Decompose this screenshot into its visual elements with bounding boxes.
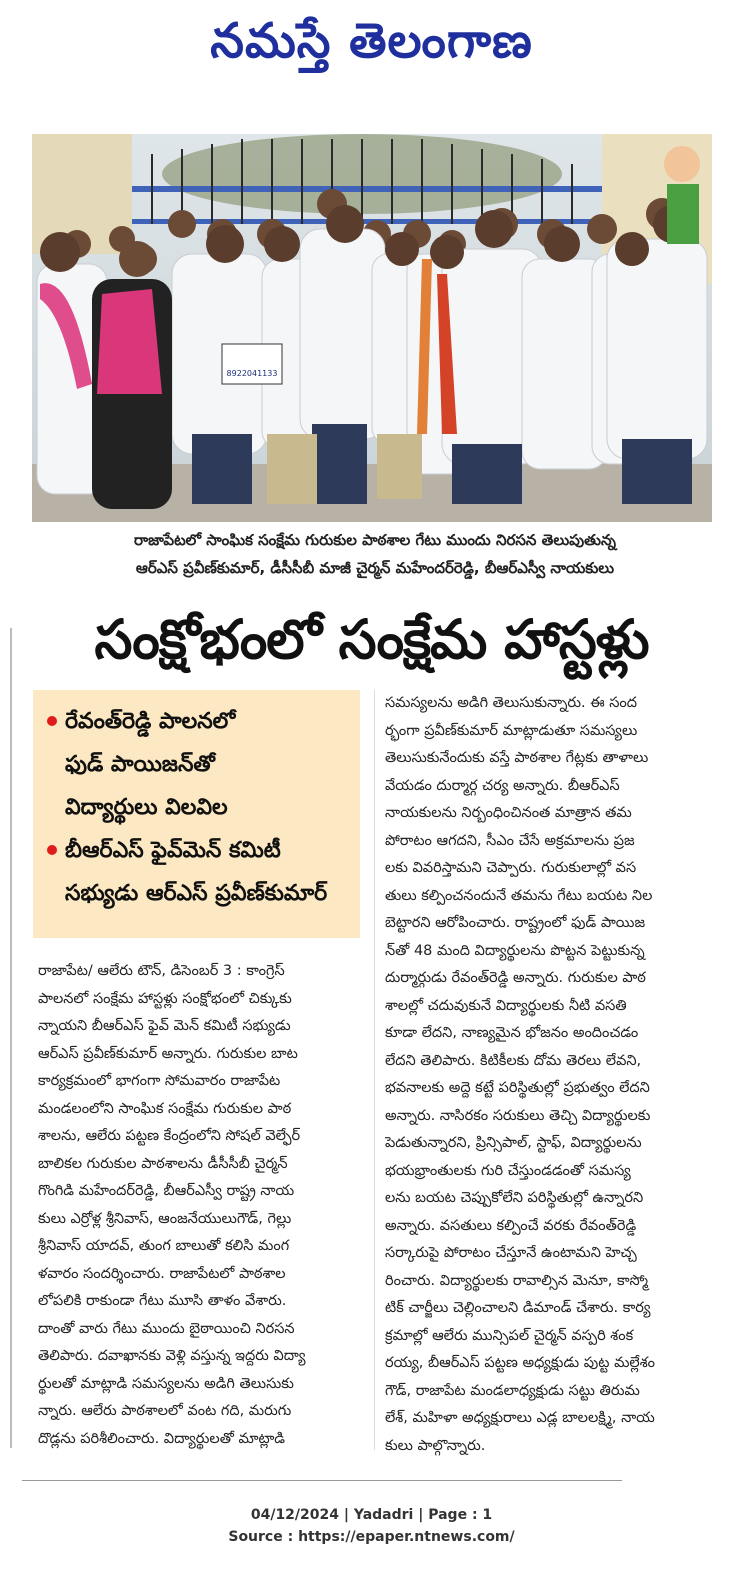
body-line: అన్నారు. వసతులు కల్పించే వరకు రేవంత్‌రెడ్డి [385, 1217, 637, 1234]
body-line: కులు ఎర్రోళ్ల శ్రీనివాస్, ఆంజనేయులుగౌడ్, గెల్లు [38, 1210, 292, 1227]
highlight-item [47, 829, 352, 915]
highlight-line: రేవంత్‌రెడ్డి పాలనలో [65, 709, 236, 734]
footer-rule [22, 1480, 622, 1481]
body-line: లేదని తెలిపారు. కిటికీలకు దోమ తెరలు లేవని, [385, 1052, 642, 1069]
body-line: ఆర్ఎస్ ప్రవీణ్‌కుమార్ అన్నారు. గురుకుల బాట [38, 1045, 298, 1062]
body-line: పెడుతున్నారని, ప్రిన్సిపాల్, స్టాఫ్, విద్యార్థులను [385, 1135, 642, 1151]
news-photo [32, 134, 712, 522]
body-line: న్నారు. ఆలేరు పాఠశాలలో వంట గది, మరుగు [38, 1403, 292, 1419]
body-line: తులు కల్పించనందునే తమను గేటు బయట నిల [385, 887, 653, 904]
body-line: పోరాటం ఆగదని, సీఎం చేసే అక్రమాలను ప్రజ [385, 832, 635, 849]
body-line: దొడ్లను పరిశీలించారు. విద్యార్థులతో మాట్లాడి [38, 1430, 286, 1447]
masthead-title: నమస్తే తెలంగాణ [210, 13, 533, 69]
body-line: భయభ్రాంతులకు గురి చేస్తుండడంతో సమస్య [385, 1162, 631, 1179]
body-line: గౌడ్, రాజాపేట మండలాధ్యక్షుడు సట్టు తిరుమ [385, 1382, 640, 1399]
body-line: ర్థులతో మాట్లాడి సమస్యలను అడిగి తెలుసుకు [38, 1375, 294, 1392]
group-photo-icon [32, 134, 712, 522]
body-line: శాలల్లో చదువుకునే విద్యార్థులకు నీటి వసతి [385, 997, 627, 1014]
body-line: క్రమాల్లో ఆలేరు మున్సిపల్ చైర్మన్ వస్పరి శంక [385, 1327, 634, 1344]
body-line: లోపలికి రాకుండా గేటు మూసి తాళం వేశారు. [38, 1293, 287, 1309]
footer-source[interactable]: Source : https://epaper.ntnews.com/ [228, 1529, 515, 1545]
body-line: తెలుసుకునేందుకు వస్తే పాఠశాల గేట్లకు తాళాలు [385, 750, 649, 766]
article-body-right [385, 690, 713, 1460]
placard-number: 8922041133 [226, 369, 278, 378]
bullet-icon [47, 716, 57, 726]
body-line: రయ్య, బీఆర్ఎస్ పట్టణ అధ్యక్షుడు పుట్ట మల్లేశం [385, 1355, 656, 1371]
body-line: బాలికల గురుకుల పాఠశాలను డీసీసీబీ చైర్మన్ [38, 1155, 288, 1172]
highlights-box [33, 690, 360, 938]
body-line: లను బయట చెప్పుకోలేని పరిస్థితుల్లో ఉన్నారని [385, 1190, 644, 1206]
body-line: రాజాపేట/ ఆలేరు టౌన్, డిసెంబర్ 3 : కాంగ్రెస్ [38, 963, 285, 979]
body-line: శ్రీనివాస్ యాదవ్, తుంగ బాలుతో కలిసి మంగ [38, 1238, 290, 1254]
highlight-line: ఫుడ్ పాయిజన్‌తో [65, 752, 215, 777]
body-line: లేశ్, మహిళా అధ్యక్షురాలు ఎడ్ల బాలలక్ష్మి, నాయ [385, 1410, 655, 1426]
article-headline: సంక్షోభంలో సంక్షేమ హాస్టళ్లు [94, 608, 649, 671]
body-line: ర్భంగా ప్రవీణ్‌కుమార్ మాట్లాడుతూ సమస్యలు [385, 722, 638, 739]
body-line: దాంతో వారు గేటు ముందు బైఠాయించి నిరసన [38, 1320, 295, 1337]
body-line: న్‌తో 48 మంది విద్యార్థులను పొట్టన పెట్టుకున్న [385, 942, 645, 959]
body-line: లకు వివరిస్తామని చెప్పారు. గురుకులాల్లో వస [385, 860, 637, 876]
body-line: కులు పాల్గొన్నారు. [385, 1437, 486, 1454]
body-line: కూడా లేదని, నాణ్యమైన భోజనం అందించడం [385, 1025, 639, 1041]
body-line: దుర్మార్గుడు రేవంత్‌రెడ్డి అన్నారు. గురుకుల పాఠ [385, 970, 646, 986]
body-line: తెలిపారు. దవాఖానకు వెళ్లి వస్తున్న ఇద్దరు విద్యా [38, 1348, 306, 1364]
body-line: టిక్ చార్జీలు చెల్లించాలని డిమాండ్ చేశారు. కార్య [385, 1300, 651, 1316]
photo-caption [40, 526, 710, 582]
highlight-line: బీఆర్ఎస్ ఫైవ్‌మెన్ కమిటీ [65, 838, 281, 863]
body-line: సర్కారుపై పోరాటం చేస్తూనే ఉంటామని హెచ్చ [385, 1245, 637, 1261]
highlight-item [47, 700, 352, 829]
body-line: న్నాయని బీఆర్ఎస్ ఫైవ్ మెన్ కమిటీ సభ్యుడు [38, 1018, 291, 1034]
page-footer [0, 1504, 743, 1548]
body-line: భవనాలకు అద్దె కట్టే పరిస్థితుల్లో ప్రభుత్వం లేదని [385, 1080, 650, 1096]
caption-line: రాజాపేటలో సాంఘిక సంక్షేమ గురుకుల పాఠశాల గేటు ముందు నిరసన తెలుపుతున్న [134, 531, 616, 549]
highlight-line: విద్యార్థులు విలవిల [65, 795, 228, 820]
body-line: నాయకులను నిర్బంధించినంత మాత్రాన తమ [385, 805, 632, 821]
margin-rule [10, 628, 12, 1448]
body-line: కార్యక్రమంలో భాగంగా సోమవారం రాజాపేట [38, 1073, 281, 1089]
caption-line: ఆర్ఎస్ ప్రవీణ్‌కుమార్, డీసీసీబీ మాజీ చైర్మన్ మహేందర్‌రెడ్డి, బీఆర్ఎస్వీ నాయకులు [135, 559, 615, 577]
body-line: బెట్టారని ఆరోపించారు. రాష్ట్రంలో ఫుడ్ పాయిజ [385, 915, 646, 931]
body-line: శాలను, ఆలేరు పట్టణ కేంద్రంలోని సోషల్ వెల్ఫేర్ [38, 1128, 301, 1144]
body-line: రించారు. విద్యార్థులకు రావాల్సిన మెనూ, కాస్మో [385, 1272, 648, 1289]
body-line: వేయడం దుర్మార్గ చర్య అన్నారు. బీఆర్ఎస్ [385, 777, 620, 794]
body-line: ళవారం సందర్శించారు. రాజాపేటలో పాఠశాల [38, 1265, 286, 1282]
body-line: పాలనలో సంక్షేమ హాస్టళ్లు సంక్షోభంలో చిక్కుకు [38, 990, 292, 1007]
body-line: అన్నారు. నాసిరకం సరుకులు తెచ్చి విద్యార్థులకు [385, 1107, 651, 1124]
footer-dateline: 04/12/2024 | Yadadri | Page : 1 [250, 1507, 493, 1523]
column-divider [374, 690, 375, 1450]
body-line: మండలంలోని సాంఘిక సంక్షేమ గురుకుల పాఠ [38, 1100, 292, 1117]
bullet-icon [47, 845, 57, 855]
highlight-line: సభ్యుడు ఆర్ఎస్ ప్రవీణ్‌కుమార్ [65, 881, 328, 906]
body-line: గొంగిడి మహేందర్‌రెడ్డి, బీఆర్ఎస్వీ రాష్ట్ర నాయ [38, 1183, 295, 1199]
body-line: సమస్యలను అడిగి తెలుసుకున్నారు. ఈ సంద [385, 695, 638, 711]
article-body-left [38, 958, 364, 1453]
